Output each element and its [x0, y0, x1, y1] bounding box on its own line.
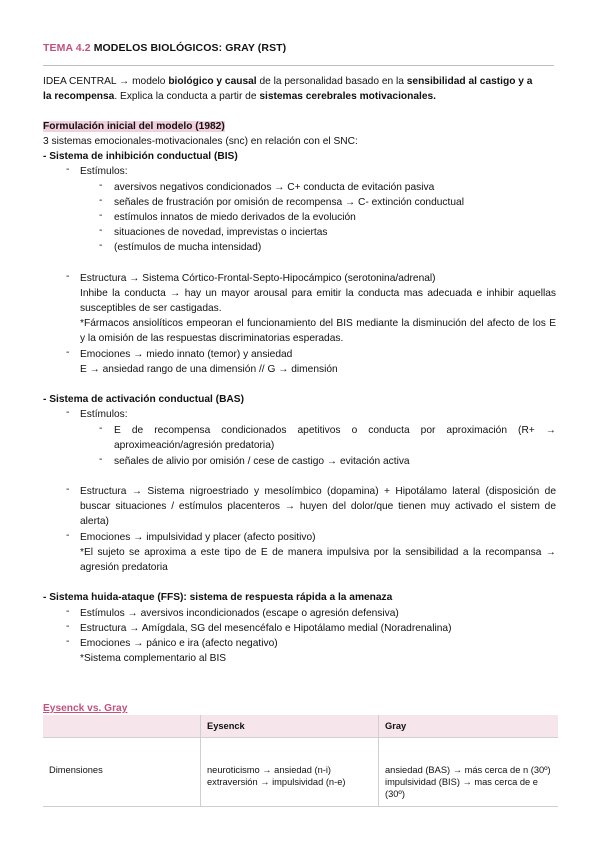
- bas-heading: - Sistema de activación conductual (BAS): [43, 394, 244, 405]
- bis-emociones: Emociones → miedo innato (temor) y ansiedad: [80, 349, 293, 360]
- ffs-item: Emociones → pánico e ira (afecto negativo): [80, 638, 278, 649]
- bis-stim-item: aversivos negativos condicionados → C+ conducta de evitación pasiva: [114, 182, 435, 193]
- ffs-nota: *Sistema complementario al BIS: [80, 653, 227, 664]
- bas-stim-item: E de recompensa condicionados apetitivos o conducta por aproximación (R+ → aproximeación/agresión predatoria): [114, 425, 556, 451]
- bis-stim-item: señales de frustración por omisión de recompensa → C- extinción conductual: [114, 197, 464, 208]
- bis-stim-item: (estímulos de mucha intensidad): [114, 242, 262, 253]
- table-header-cell: Gray: [379, 715, 559, 738]
- bas-estructura: Estructura → Sistema nigroestriado y mesolímbico (dopamina) + Hipotálamo lateral (disposición de buscar situaciones / estímulos placenteros → huyen del dolor/que tienen muy activado el sistem de alerta): [80, 486, 556, 527]
- comparison-heading[interactable]: Eysenck vs. Gray: [43, 703, 128, 714]
- formulacion-intro: 3 sistemas emocionales-motivacionales (snc) en relación con el SNC:: [43, 136, 358, 147]
- table-header-cell: [43, 715, 201, 738]
- bis-stim-item: situaciones de novedad, imprevistas o inciertas: [114, 227, 328, 238]
- table-cell-eysenck: neuroticismo → ansiedad (n-i) extraversión → impulsividad (n-e): [201, 738, 379, 807]
- idea-line-2: la recompensa. Explica la conducta a partir de sistemas cerebrales motivacionales.: [43, 91, 437, 102]
- comparison-table: [43, 715, 558, 807]
- ffs-item: Estímulos → aversivos incondicionados (escape o agresión defensiva): [80, 608, 399, 619]
- table-cell-gray: ansiedad (BAS) → más cerca de n (30º) impulsividad (BIS) → mas cerca de e (30º): [379, 738, 559, 807]
- table-cell-dimension: Dimensiones: [43, 738, 201, 807]
- idea-line-1: IDEA CENTRAL → modelo biológico y causal de la personalidad basado en la sensibilidad al castigo y a: [43, 76, 533, 87]
- bas-emociones: Emociones → impulsividad y placer (afecto positivo): [80, 532, 316, 543]
- bis-estructura: Estructura → Sistema Córtico-Frontal-Septo-Hipocámpico (serotonina/adrenal): [80, 273, 436, 284]
- ffs-heading: - Sistema huida-ataque (FFS): sistema de respuesta rápida a la amenaza: [43, 592, 393, 603]
- topic-number: TEMA 4.2: [43, 42, 91, 54]
- section-heading-formulacion: Formulación inicial del modelo (1982): [43, 121, 225, 132]
- bas-estimulos-label: Estímulos:: [80, 409, 128, 420]
- bis-stim-item: estímulos innatos de miedo derivados de la evolución: [114, 212, 356, 223]
- page-title: [43, 42, 286, 54]
- title-divider: [43, 65, 554, 66]
- bis-estimulos-label: Estímulos:: [80, 166, 128, 177]
- table-header-cell: Eysenck: [201, 715, 379, 738]
- bis-heading: - Sistema de inhibición conductual (BIS): [43, 151, 238, 162]
- document-page: TEMA 4.2 MODELOS BIOLÓGICOS: GRAY (RST) IDEA CENTRAL → modelo biológico y causal de la personalidad basado en la sensibilidad al castigo y a la recompensa. Explica la conducta a partir de sistemas cerebrales motivacionales. Formulación inicial del modelo (1982) 3 sistemas emocionales-motivacionales (snc) en relación con el SNC: - Sistema de inhibición conductual (BIS) - Estímulos: - aversivos negativos condicionados → C+ conducta de evitación pasiva - señales de frustración por omisión de recompensa → C- extinción conductual - estímulos innatos de miedo derivados de la evolución - situaciones de novedad, imprevistas o inciertas - (estímulos de mucha intensidad) - Estructura → Sistema Córtico-Frontal-Septo-Hipocámpico (serotonina/adrenal) Inhibe la conducta → hay un mayor arousal para emitir la conducta mas adecuada e inhibir aquellas susceptibles de ser castigadas. *Fármacos ansiolíticos empeoran el funcionamiento del BIS mediante la disminución del afecto de los E y la omisión de las respuestas discriminatorias esperadas. - Emociones → miedo innato (temor) y ansiedad E → ansiedad rango de una dimensión // G → dimensión - Sistema de activación conductual (BAS) - Estímulos: - E de recompensa condicionados apetitivos o conducta por aproximación (R+ → aproximeación/agresión predatoria) - señales de alivio por omisión / cese de castigo → evitación activa - Estructura → Sistema nigroestriado y mesolímbico (dopamina) + Hipotálamo lateral (disposición de buscar situaciones / estímulos placenteros → huyen del dolor/que tienen muy activado el sistem de alerta) - Emociones → impulsividad y placer (afecto positivo) *El sujeto se aproxima a este tipo de E de manera impulsiva por la sensibilidad a la recompansa → agresión predatoria - Sistema huida-ataque (FFS): sistema de respuesta rápida a la amenaza - Estímulos → aversivos incondicionados (escape o agresión defensiva) - Estructura → Amígdala, SG del mesencéfalo e Hipotálamo medial (Noradrenalina) - Emociones → pánico e ira (afecto negativo) *Sistema complementario al BIS Eysenck vs. Gray Eysenck Gray Dimensiones neuroticismo → ansiedad (n-i) extraversión → impulsividad (n-e) ansiedad (BAS) → más cerca de n (30º) impulsividad (BIS) → mas cerca de e (30º): [0, 0, 600, 848]
- bas-stim-item: señales de alivio por omisión / cese de castigo → evitación activa: [114, 456, 410, 467]
- bis-inhibe: Inhibe la conducta → hay un mayor arousal para emitir la conducta mas adecuada e inhibir aquellas susceptibles de ser castigadas.: [80, 288, 556, 314]
- table-header-row: [43, 715, 558, 738]
- bas-nota: *El sujeto se aproxima a este tipo de E de manera impulsiva por la sensibilidad a la recompansa → agresión predatoria: [80, 547, 556, 573]
- bis-farmacos-note: *Fármacos ansiolíticos empeoran el funcionamiento del BIS mediante la disminución del afecto de los E y la omisión de las respuestas discriminatorias esperadas.: [80, 318, 556, 344]
- bis-e-vs-g: E → ansiedad rango de una dimensión // G → dimensión: [80, 364, 338, 375]
- ffs-item: Estructura → Amígdala, SG del mesencéfalo e Hipotálamo medial (Noradrenalina): [80, 623, 452, 634]
- table-row: [43, 738, 558, 807]
- topic-title: MODELOS BIOLÓGICOS: GRAY (RST): [90, 42, 287, 54]
